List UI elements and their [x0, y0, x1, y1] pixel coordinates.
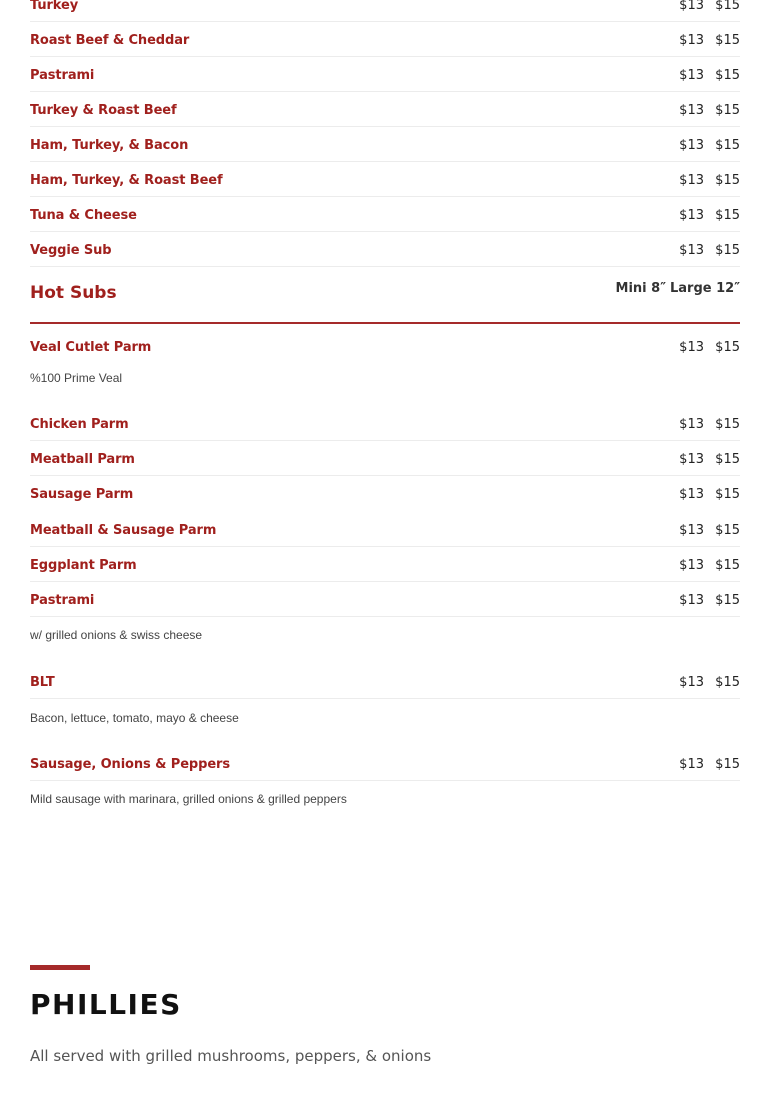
item-name: Sausage Parm [30, 487, 134, 502]
price-large: $15 [715, 523, 740, 538]
phillies-subtitle: All served with grilled mushrooms, peppers, & onions [30, 1047, 432, 1065]
price-small: $13 [679, 417, 704, 432]
menu-item [30, 162, 740, 197]
phillies-heading: PHILLIES [30, 988, 182, 1021]
price-large: $15 [715, 675, 740, 690]
menu-item [30, 232, 740, 267]
menu-item [30, 127, 740, 162]
menu-item [30, 197, 740, 232]
price-large: $15 [715, 558, 740, 573]
price-large: $15 [715, 757, 740, 772]
menu-item [30, 664, 740, 699]
menu-item [30, 92, 740, 127]
price-small: $13 [679, 243, 704, 258]
item-name: Turkey & Roast Beef [30, 103, 177, 118]
price-large: $15 [715, 340, 740, 355]
item-name: Eggplant Parm [30, 558, 137, 573]
menu-item [30, 22, 740, 57]
price-small: $13 [679, 208, 704, 223]
item-name: Ham, Turkey, & Bacon [30, 138, 189, 153]
price-large: $15 [715, 417, 740, 432]
price-small: $13 [679, 452, 704, 467]
price-large: $15 [715, 243, 740, 258]
description-text: Bacon, lettuce, tomato, mayo & cheese [30, 711, 239, 725]
item-name: Pastrami [30, 593, 95, 608]
price-small: $13 [679, 173, 704, 188]
size-label-large: Large 12″ [669, 281, 740, 296]
price-small: $13 [679, 757, 704, 772]
price-large: $15 [715, 68, 740, 83]
item-description [30, 699, 740, 746]
price-large: $15 [715, 0, 740, 13]
size-label-small: Mini 8″ [615, 281, 666, 296]
item-description [30, 361, 740, 406]
description-text: Mild sausage with marinara, grilled onions & grilled peppers [30, 792, 347, 806]
item-name: BLT [30, 675, 55, 690]
price-small: $13 [679, 487, 704, 502]
price-large: $15 [715, 33, 740, 48]
price-large: $15 [715, 103, 740, 118]
price-large: $15 [715, 138, 740, 153]
price-small: $13 [679, 675, 704, 690]
item-name: Sausage, Onions & Peppers [30, 757, 230, 772]
hot-subs-header [30, 267, 740, 324]
price-small: $13 [679, 138, 704, 153]
description-text: %100 Prime Veal [30, 371, 123, 385]
menu-item [30, 441, 740, 476]
price-large: $15 [715, 452, 740, 467]
price-small: $13 [679, 558, 704, 573]
item-name: Veggie Sub [30, 243, 112, 258]
item-name: Veal Cutlet Parm [30, 340, 152, 355]
menu-item [30, 0, 740, 22]
menu-item [30, 406, 740, 441]
item-description [30, 617, 740, 664]
price-small: $13 [679, 68, 704, 83]
menu-item [30, 57, 740, 92]
menu-item [30, 582, 740, 617]
price-small: $13 [679, 0, 704, 13]
menu-item [30, 324, 740, 361]
price-small: $13 [679, 523, 704, 538]
item-description [30, 781, 740, 828]
price-large: $15 [715, 593, 740, 608]
section-accent-bar [30, 965, 90, 970]
menu-item [30, 512, 740, 547]
item-name: Roast Beef & Cheddar [30, 33, 190, 48]
item-name: Meatball Parm [30, 452, 135, 467]
price-large: $15 [715, 487, 740, 502]
item-name: Tuna & Cheese [30, 208, 137, 223]
section-title: Hot Subs [30, 283, 117, 303]
item-name: Chicken Parm [30, 417, 129, 432]
menu-list [30, 0, 740, 828]
price-small: $13 [679, 340, 704, 355]
menu-item [30, 746, 740, 781]
price-small: $13 [679, 103, 704, 118]
price-small: $13 [679, 593, 704, 608]
price-large: $15 [715, 173, 740, 188]
description-text: w/ grilled onions & swiss cheese [30, 628, 203, 642]
menu-item [30, 547, 740, 582]
item-name: Pastrami [30, 68, 95, 83]
item-name: Ham, Turkey, & Roast Beef [30, 173, 223, 188]
menu-item [30, 476, 740, 512]
item-name: Turkey [30, 0, 79, 13]
price-large: $15 [715, 208, 740, 223]
price-small: $13 [679, 33, 704, 48]
item-name: Meatball & Sausage Parm [30, 523, 217, 538]
